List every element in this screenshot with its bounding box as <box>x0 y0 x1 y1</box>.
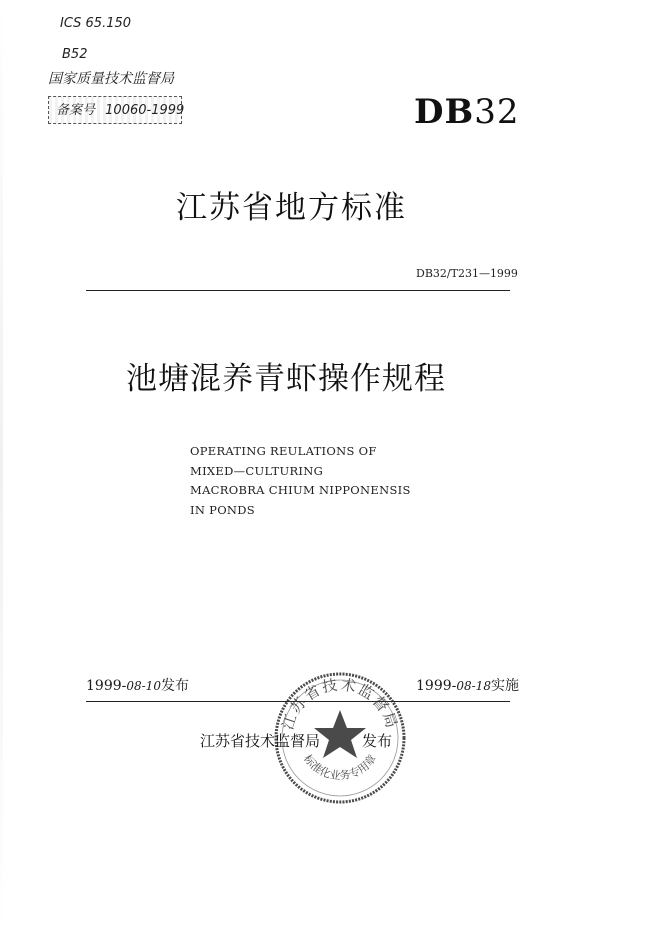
chinese-title: 池塘混养青虾操作规程 <box>126 361 446 397</box>
issuing-authority: 江苏省技术监督局 <box>200 732 321 750</box>
scan-edge <box>0 0 3 936</box>
english-title-line: IN PONDS <box>190 502 255 517</box>
issue-label: 发布 <box>160 678 189 694</box>
handwritten-ics-code: ICS 65.150 <box>60 16 132 31</box>
standard-kind: 江苏省地方标准 <box>176 190 407 226</box>
db-code-number: 32 <box>474 92 520 132</box>
seal-bottom-text: 标准化业务专用章 <box>300 752 380 783</box>
db-code <box>414 92 520 132</box>
english-title-line: MACROBRA CHIUM NIPPONENSIS <box>190 483 411 497</box>
seal-star-icon <box>314 710 366 758</box>
handwritten-ccs-code: B52 <box>62 47 88 62</box>
english-title <box>190 442 411 520</box>
implementation-label: 实施 <box>490 678 519 694</box>
issue-date-year: 1999- <box>86 678 127 694</box>
standard-number: DB32/T231—1999 <box>416 267 518 280</box>
seal-top-text: 江苏省技术监督局 <box>278 675 402 732</box>
implementation-date-handwritten: 08-18 <box>456 679 491 693</box>
issue-date-handwritten: 08-10 <box>126 679 161 693</box>
english-title-line: OPERATING REULATIONS OF <box>190 444 377 458</box>
svg-text:标准化业务专用章 <box>301 752 379 783</box>
db-code-letters: DB <box>414 92 475 132</box>
filing-label: 备案号 <box>56 103 96 118</box>
top-rule <box>86 290 510 291</box>
filing-number: 10060-1999 <box>105 103 185 118</box>
issue-date <box>86 675 189 695</box>
implementation-date-year: 1999- <box>416 678 457 694</box>
issuer-issue-word <box>362 730 392 751</box>
filing-record <box>56 99 184 118</box>
handwritten-agency: 国家质量技术监督局 <box>48 71 174 87</box>
issue-word-text: 发布 <box>362 732 393 750</box>
implementation-date <box>416 675 519 695</box>
english-title-line: MIXED—CULTURING <box>190 463 324 478</box>
